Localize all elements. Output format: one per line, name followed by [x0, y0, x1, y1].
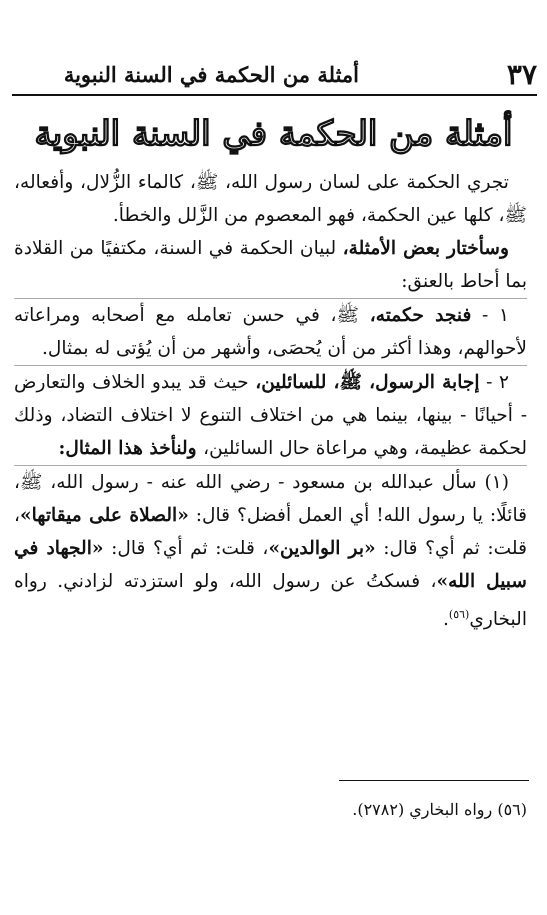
bold-phrase: ولنأخذ هذا المثال:: [58, 438, 204, 459]
paragraph-intro: تجري الحكمة على لسان رسول الله، ﷺ، كالماء الزُّلال، وأفعاله، ﷺ، كلها عين الحكمة، فهو المعصوم من الزَّلل والخطأ.: [14, 172, 527, 226]
paragraph-point-2: ٢ - إجابة الرسول، ﷺ، للسائلين، حيث قد يبدو الخلاف والتعارض - أحيانًا - بينها، بينما هي من اختلاف التنوع لا اختلاف التضاد، وذلك لحكمة عظيمة، وهي مراعاة حال السائلين، ولنأخذ هذا المثال:: [14, 365, 527, 465]
footnote: (٥٦) رواه البخاري (٢٧٨٢).: [352, 800, 527, 819]
quote-prayer: «الصلاة على ميقاتها»: [20, 505, 189, 526]
bold-phrase: فنجد حكمته،: [369, 305, 472, 326]
quote-parents: «بر الوالدين»: [268, 538, 376, 559]
header-rule: [12, 94, 537, 96]
paragraph-selection: وسأختار بعض الأمثلة، لبيان الحكمة في السنة، مكتفيًا من القلادة بما أحاط بالعنق:: [14, 238, 527, 292]
footnote-rule: [339, 780, 529, 781]
page-number: ٣٧: [506, 58, 537, 91]
footnote-ref[interactable]: (٥٦): [448, 608, 470, 621]
bold-phrase: وسأختار بعض الأمثلة،: [342, 238, 509, 259]
section-title: أمثلة من الحكمة في السنة النبوية: [34, 114, 513, 154]
running-header: [10, 58, 537, 92]
bold-phrase: إجابة الرسول، ﷺ، للسائلين،: [255, 372, 480, 393]
header-title: أمثلة من الحكمة في السنة النبوية: [63, 62, 359, 87]
paragraph-hadith: (١) سأل عبدالله بن مسعود - رضي الله عنه - رسول الله، ﷺ، قائلًا: يا رسول الله! أي العمل أفضل؟ قال: «الصلاة على ميقاتها»، قلت: ثم أي؟ قال: «بر الوالدين»، قلت: ثم أي؟ قال: «الجهاد في سبيل الله»، فسكتُ عن رسول الله، ولو استزدته لزادني. رواه البخاري$^{(٥٦)}$.: [14, 465, 527, 636]
quote-jihad: «الجهاد في سبيل الله»: [14, 538, 527, 592]
body-text: [14, 166, 527, 636]
paragraph-point-1: ١ - فنجد حكمته، ﷺ، في حسن تعامله مع أصحابه ومراعاته لأحوالهم، وهذا أكثر من أن يُحصَى، وأشهر من أن يُؤتى له بمثال.: [14, 298, 527, 365]
